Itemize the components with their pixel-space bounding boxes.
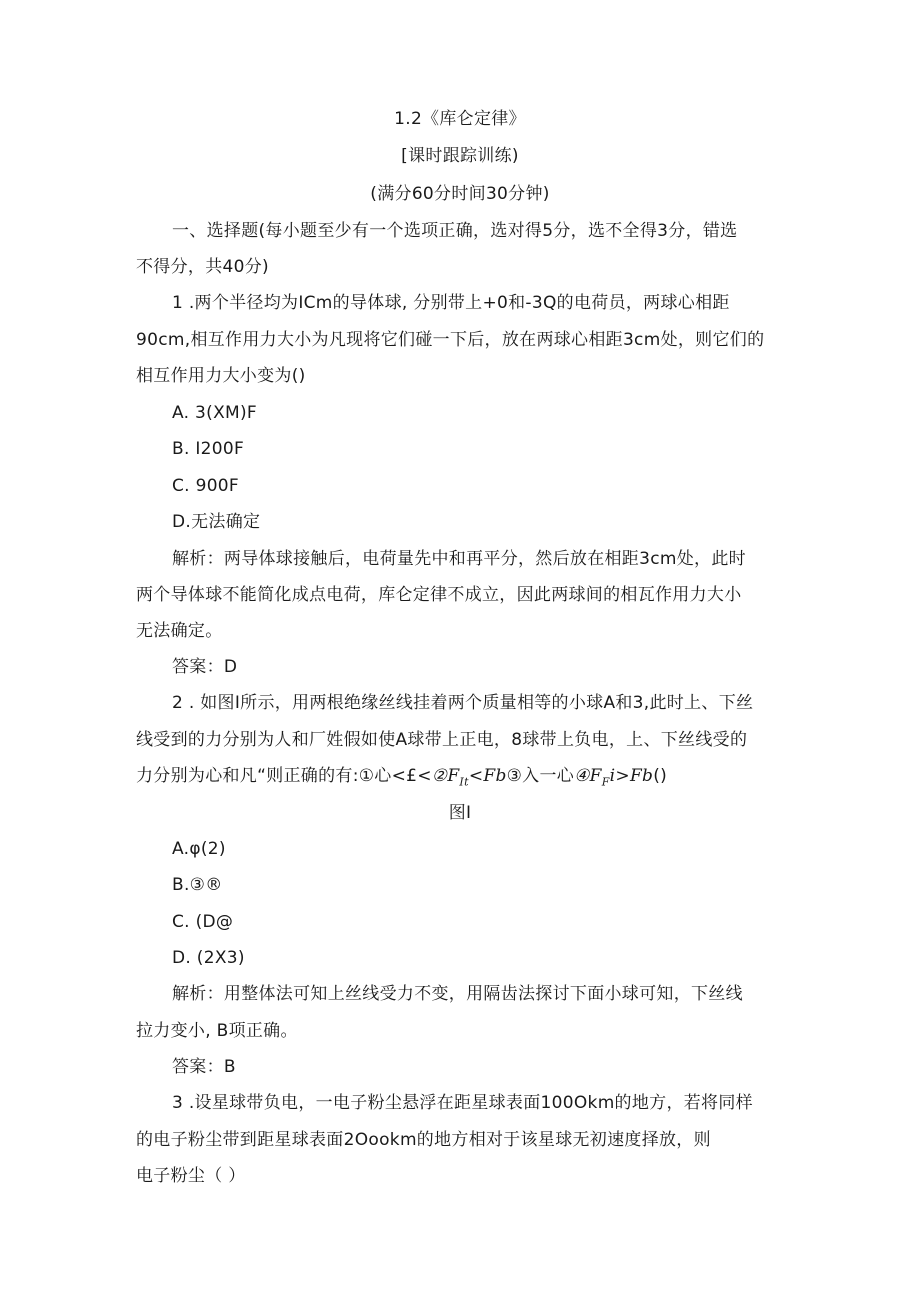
q3-stem-line-3: 电子粉尘（ ） <box>136 1166 246 1186</box>
section-heading-line-2: 不得分，共40分) <box>136 257 269 277</box>
q2-stem-line-3 <box>136 765 667 793</box>
q1-option-b: B. I200F <box>172 439 245 459</box>
q2-stem-text-e: <Fb <box>468 766 507 786</box>
q1-stem-line-1: 1 .两个半径均为ICm的导体球, 分别带上+0和-3Q的电荷员，两球心相距 <box>172 293 730 313</box>
q1-analysis-line-2: 两个导体球不能简化成点电荷，库仑定律不成立，因此两球间的相瓦作用力大小 <box>136 585 742 605</box>
q1-option-a: A. 3(XM)F <box>172 403 258 423</box>
q1-analysis-line-3: 无法确定。 <box>136 621 223 641</box>
q1-stem-line-3: 相互作用力大小变为() <box>136 366 306 386</box>
q1-option-d: D.无法确定 <box>172 512 261 532</box>
q1-answer: 答案：D <box>172 657 238 677</box>
q2-analysis-line-1: 解析：用整体法可知上丝线受力不变，用隔齿法探讨下面小球可知，下丝线 <box>172 984 743 1004</box>
q1-analysis-line-1: 解析：两导体球接触后，电荷量先中和再平分，然后放在相距3cm处，此时 <box>172 549 746 569</box>
q2-stem-text-g: ④F <box>574 766 602 786</box>
q2-stem-line-1: 2 . 如图I所示，用两根绝缘丝线挂着两个质量相等的小球A和3,此时上、下丝 <box>172 693 754 713</box>
score-time-note: (满分60分时间30分钟) <box>370 184 550 204</box>
q3-stem-line-1: 3 .设星球带负电，一电子粉尘悬浮在距星球表面100Okm的地方，若将同样 <box>172 1093 753 1113</box>
q2-stem-text-b: ②F <box>431 766 460 786</box>
q2-option-a: A.φ(2) <box>172 839 226 859</box>
q2-stem-sub-d: t <box>464 775 469 789</box>
q2-stem-text-a: 力分别为心和凡“则正确的有:①心<£< <box>136 766 432 786</box>
q2-option-c: C. (D@ <box>172 912 234 932</box>
q2-stem-sub-c: I <box>459 775 465 789</box>
q2-analysis-line-2: 拉力变小, B项正确。 <box>136 1021 298 1041</box>
q1-stem-line-2: 90cm,相互作用力大小为凡现将它们碰一下后，放在两球心相距3cm处，则它们的 <box>136 330 765 350</box>
q2-option-d: D. (2X3) <box>172 948 245 968</box>
q2-stem-sub-h: F <box>601 775 610 789</box>
q2-stem-line-2: 线受到的力分别为人和厂姓假如使A球带上正电，8球带上负电，上、下丝线受的 <box>136 730 748 750</box>
q2-stem-text-f: ③入一心 <box>506 766 575 786</box>
q2-option-b: B.③® <box>172 875 223 895</box>
document-title: 1.2《库仑定律》 <box>394 109 526 129</box>
figure-label: 图I <box>448 803 472 823</box>
q2-stem-text-j: () <box>653 766 668 786</box>
q1-option-c: C. 900F <box>172 476 240 496</box>
q2-stem-text-i: i>Fb <box>609 766 654 786</box>
section-heading-line-1: 一、选择题(每小题至少有一个选项正确，选对得5分，选不全得3分，错选 <box>172 221 738 241</box>
q2-answer: 答案：B <box>172 1057 236 1077</box>
q3-stem-line-2: 的电子粉尘带到距星球表面2Oookm的地方相对于该星球无初速度择放，则 <box>136 1130 711 1150</box>
document-subtitle: [课时跟踪训练) <box>401 146 519 166</box>
